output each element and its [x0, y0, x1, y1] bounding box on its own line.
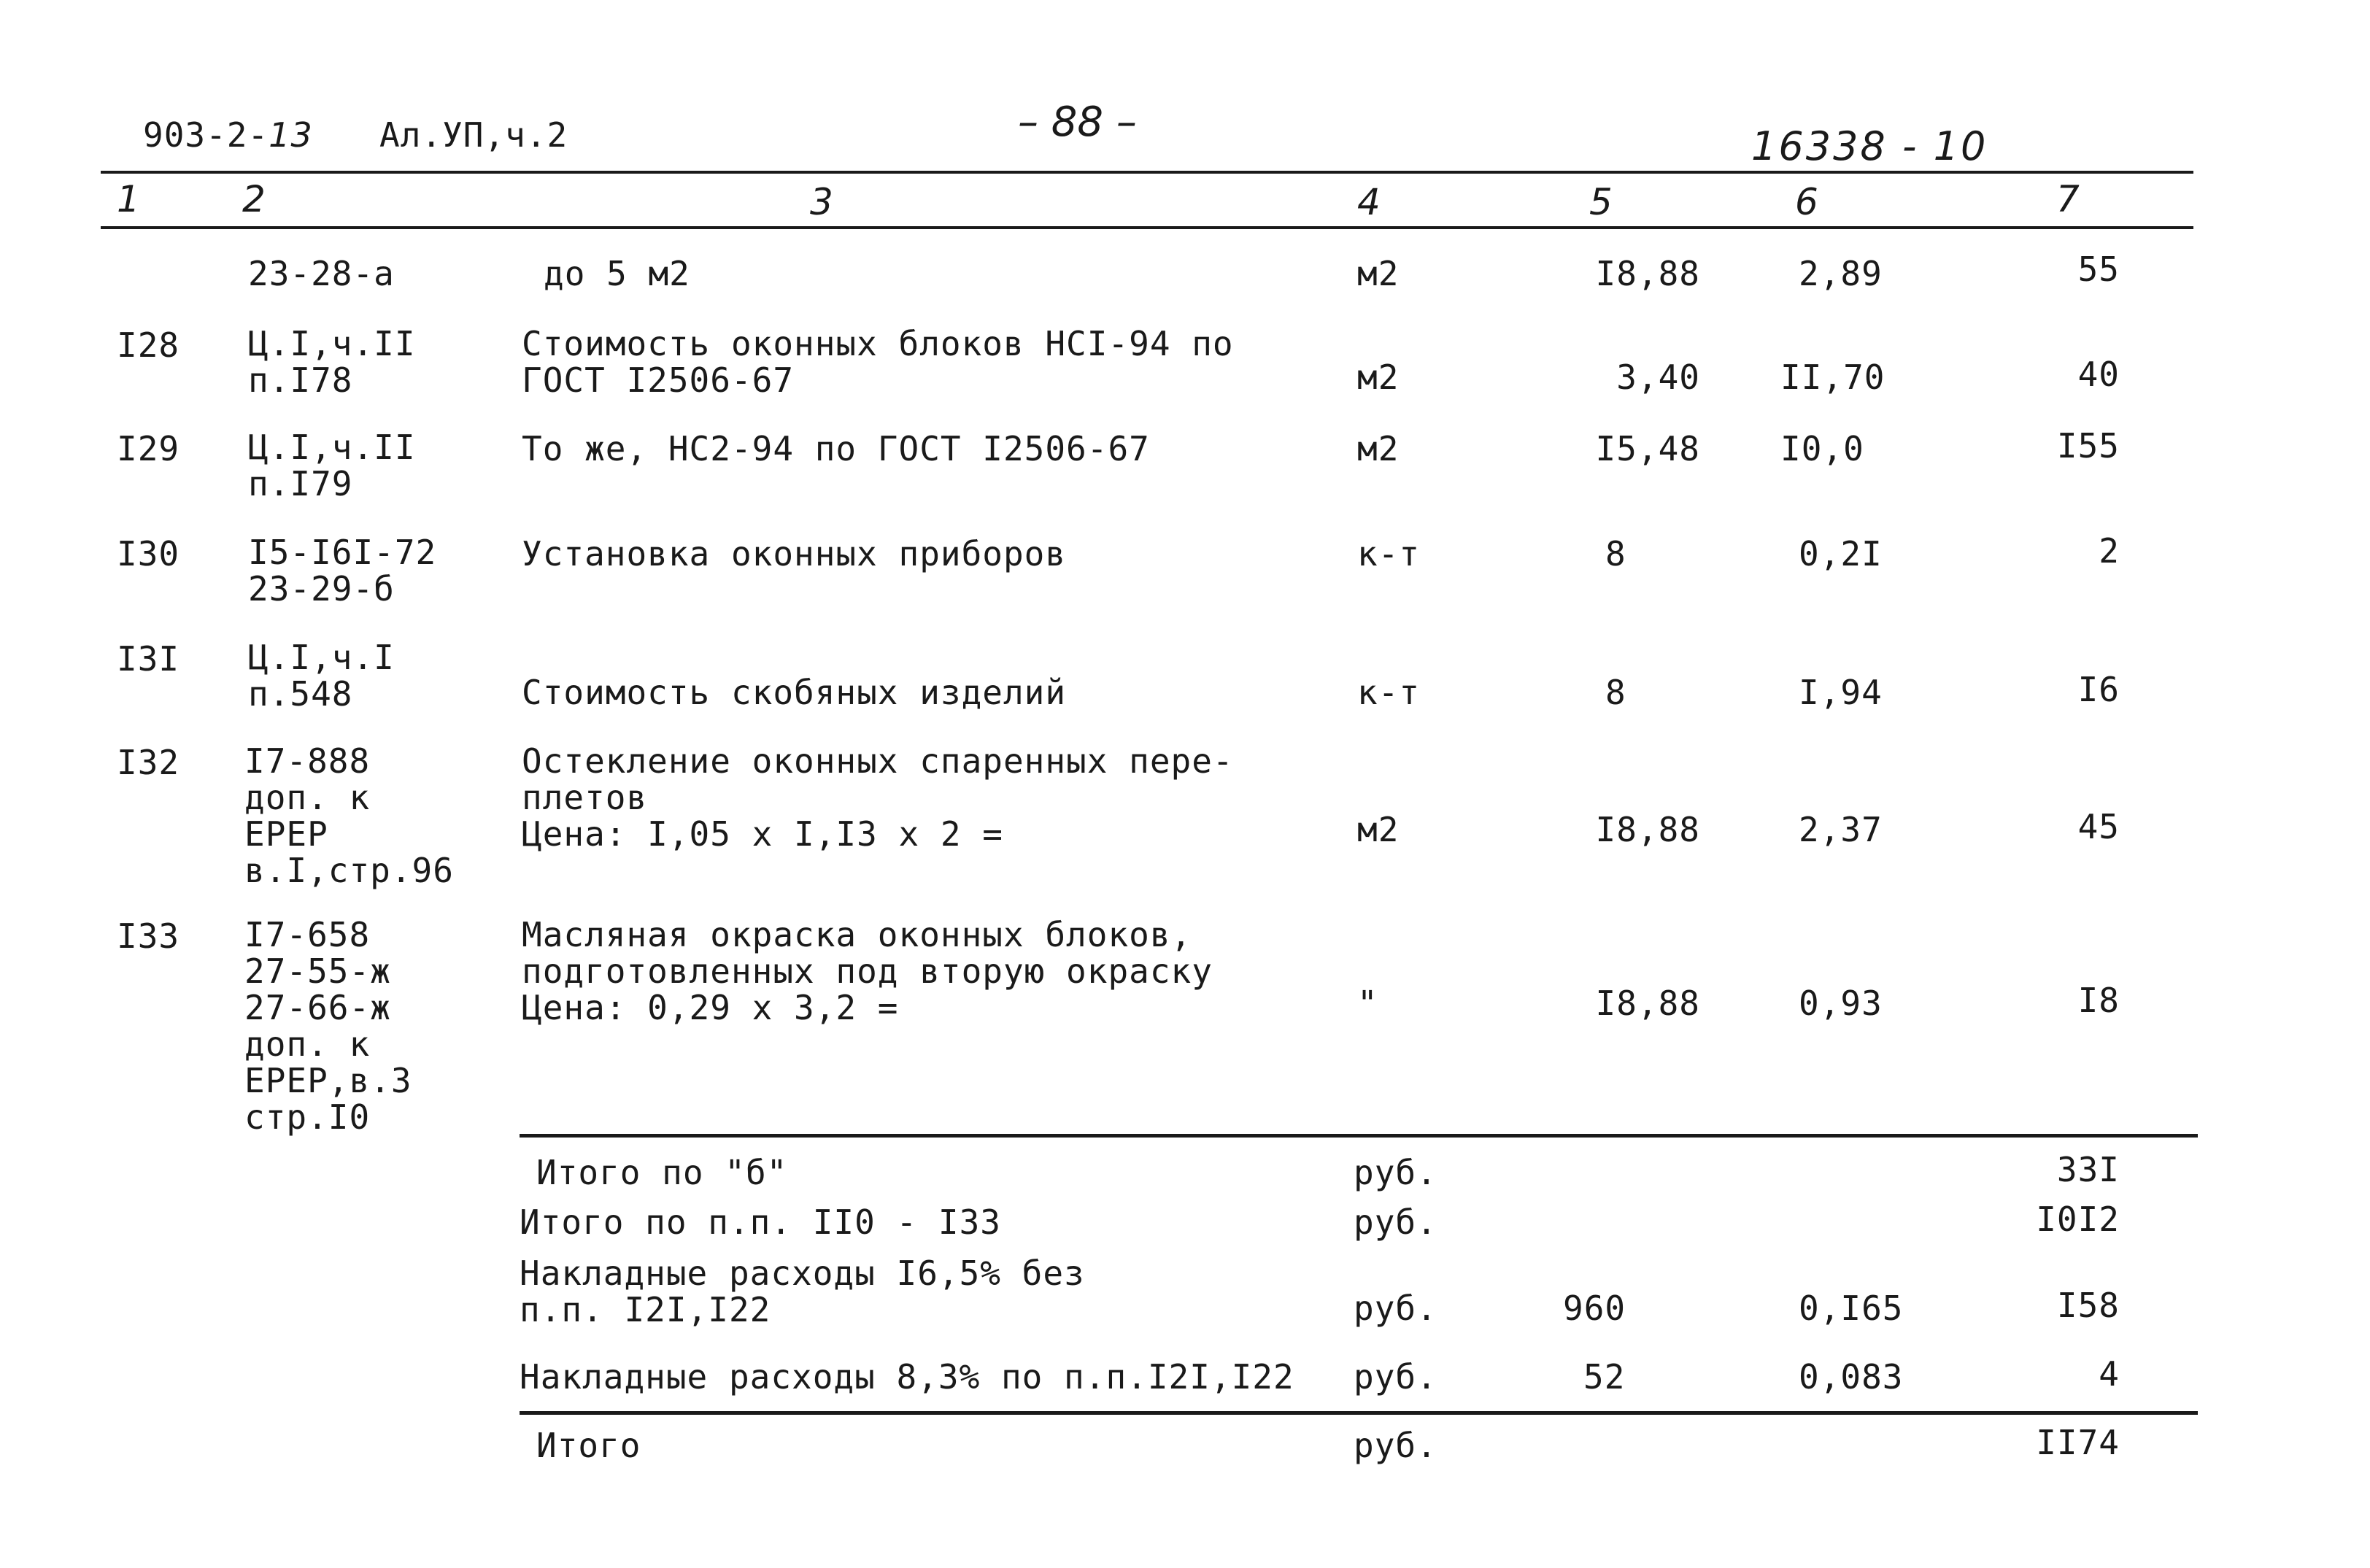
grand-total-unit: руб.	[1354, 1426, 1437, 1465]
doc-code	[143, 115, 313, 155]
column-number: 5	[1589, 181, 1613, 223]
cell-description: Стоимость скобяных изделий	[522, 673, 1067, 712]
totals-value: I0I2	[2036, 1200, 2120, 1239]
cell-total: I8	[2077, 981, 2120, 1020]
cell-description: до 5 м2	[544, 254, 690, 293]
cell-total: 45	[2077, 807, 2120, 846]
cell-description: Установка оконных приборов	[522, 534, 1067, 573]
doc-section: Ал.УП,ч.2	[379, 115, 568, 155]
totals-value: 4	[2099, 1354, 2120, 1394]
doc-code-handwritten: 13	[269, 115, 313, 155]
totals-unit: руб.	[1354, 1357, 1437, 1397]
cell-description: То же, НС2-94 по ГОСТ I2506-67	[522, 429, 1150, 468]
doc-code-prefix: 903-2-	[143, 115, 269, 155]
totals-bottom-rule	[520, 1411, 2198, 1415]
column-number: 2	[242, 178, 266, 220]
cell-price: I0,0	[1780, 429, 1864, 468]
grand-total-label: Итого	[536, 1426, 641, 1465]
header-bottom-rule	[101, 226, 2193, 229]
column-number: 7	[2056, 178, 2080, 220]
cell-price: 2,89	[1799, 254, 1883, 293]
totals-label: Накладные расходы 8,3% по п.п.I2I,I22	[520, 1357, 1294, 1397]
cell-item-no: I28	[117, 325, 180, 365]
cell-price: 2,37	[1799, 810, 1883, 849]
cell-code: Ц.I,ч.II п.I79	[248, 428, 416, 503]
cell-quantity: I8,88	[1595, 810, 1700, 849]
cell-quantity: I8,88	[1595, 984, 1700, 1023]
totals-label: Итого по п.п. II0 - I33	[520, 1202, 1001, 1242]
totals-rate: 0,083	[1799, 1357, 1904, 1397]
cell-unit: к-т	[1357, 534, 1421, 573]
cell-item-no: I33	[117, 916, 180, 956]
page-number: – 88 –	[1018, 99, 1137, 146]
cell-unit: м2	[1357, 254, 1400, 293]
cell-total: I55	[2056, 426, 2120, 466]
totals-label: Итого по "б"	[536, 1153, 788, 1192]
totals-quantity: 52	[1583, 1357, 1626, 1397]
cell-unit: "	[1357, 984, 1378, 1023]
cell-total: 55	[2077, 250, 2120, 289]
totals-top-rule	[520, 1134, 2198, 1138]
column-number: 1	[117, 178, 140, 220]
cell-code: I7-658 27-55-ж 27-66-ж доп. к ЕРЕР,в.3 стр.I0	[244, 915, 412, 1137]
column-number: 4	[1357, 181, 1381, 223]
cell-total: 40	[2077, 355, 2120, 394]
cell-price: I,94	[1799, 673, 1883, 712]
grand-total-value: II74	[2036, 1423, 2120, 1462]
archive-number: 16338 - 10	[1751, 123, 1988, 169]
cell-unit: м2	[1357, 810, 1400, 849]
cell-quantity: 8	[1605, 673, 1626, 712]
totals-label: Накладные расходы I6,5% без п.п. I2I,I22	[520, 1254, 1085, 1329]
cell-code: I7-888 доп. к ЕРЕР в.I,стр.96	[244, 741, 454, 890]
cell-code: 23-28-а	[248, 254, 395, 293]
totals-unit: руб.	[1354, 1202, 1437, 1242]
cell-description: Масляная окраска оконных блоков, подготовленных под вторую окраску Цена: 0,29 х 3,2 =	[522, 915, 1213, 1027]
cell-total: 2	[2099, 531, 2120, 571]
totals-rate: 0,I65	[1799, 1289, 1904, 1328]
cell-item-no: I29	[117, 429, 180, 468]
cell-description: Стоимость оконных блоков НСI-94 по ГОСТ I2506-67	[522, 324, 1234, 400]
cell-quantity: I8,88	[1595, 254, 1700, 293]
column-number: 6	[1795, 181, 1818, 223]
cell-quantity: I5,48	[1595, 429, 1700, 468]
cell-item-no: I32	[117, 743, 180, 782]
cell-item-no: I3I	[117, 639, 180, 679]
cell-description: Остекление оконных спаренных пере- плетов Цена: I,05 х I,I3 х 2 =	[522, 741, 1234, 854]
totals-unit: руб.	[1354, 1289, 1437, 1328]
column-number: 3	[810, 181, 833, 223]
cell-code: Ц.I,ч.II п.I78	[248, 324, 416, 400]
cell-code: Ц.I,ч.I п.548	[248, 638, 395, 714]
cell-price: 0,93	[1799, 984, 1883, 1023]
cell-price: II,70	[1780, 358, 1885, 397]
totals-value: 33I	[2056, 1150, 2120, 1189]
cell-total: I6	[2077, 670, 2120, 709]
cell-quantity: 3,40	[1616, 358, 1700, 397]
cell-unit: к-т	[1357, 673, 1421, 712]
totals-value: I58	[2056, 1286, 2120, 1325]
cell-price: 0,2I	[1799, 534, 1883, 573]
totals-unit: руб.	[1354, 1153, 1437, 1192]
cell-quantity: 8	[1605, 534, 1626, 573]
cell-code: I5-I6I-72 23-29-б	[248, 533, 437, 609]
cell-item-no: I30	[117, 534, 180, 573]
cell-unit: м2	[1357, 358, 1400, 397]
totals-quantity: 960	[1563, 1289, 1626, 1328]
cell-unit: м2	[1357, 429, 1400, 468]
header-top-rule	[101, 171, 2193, 174]
